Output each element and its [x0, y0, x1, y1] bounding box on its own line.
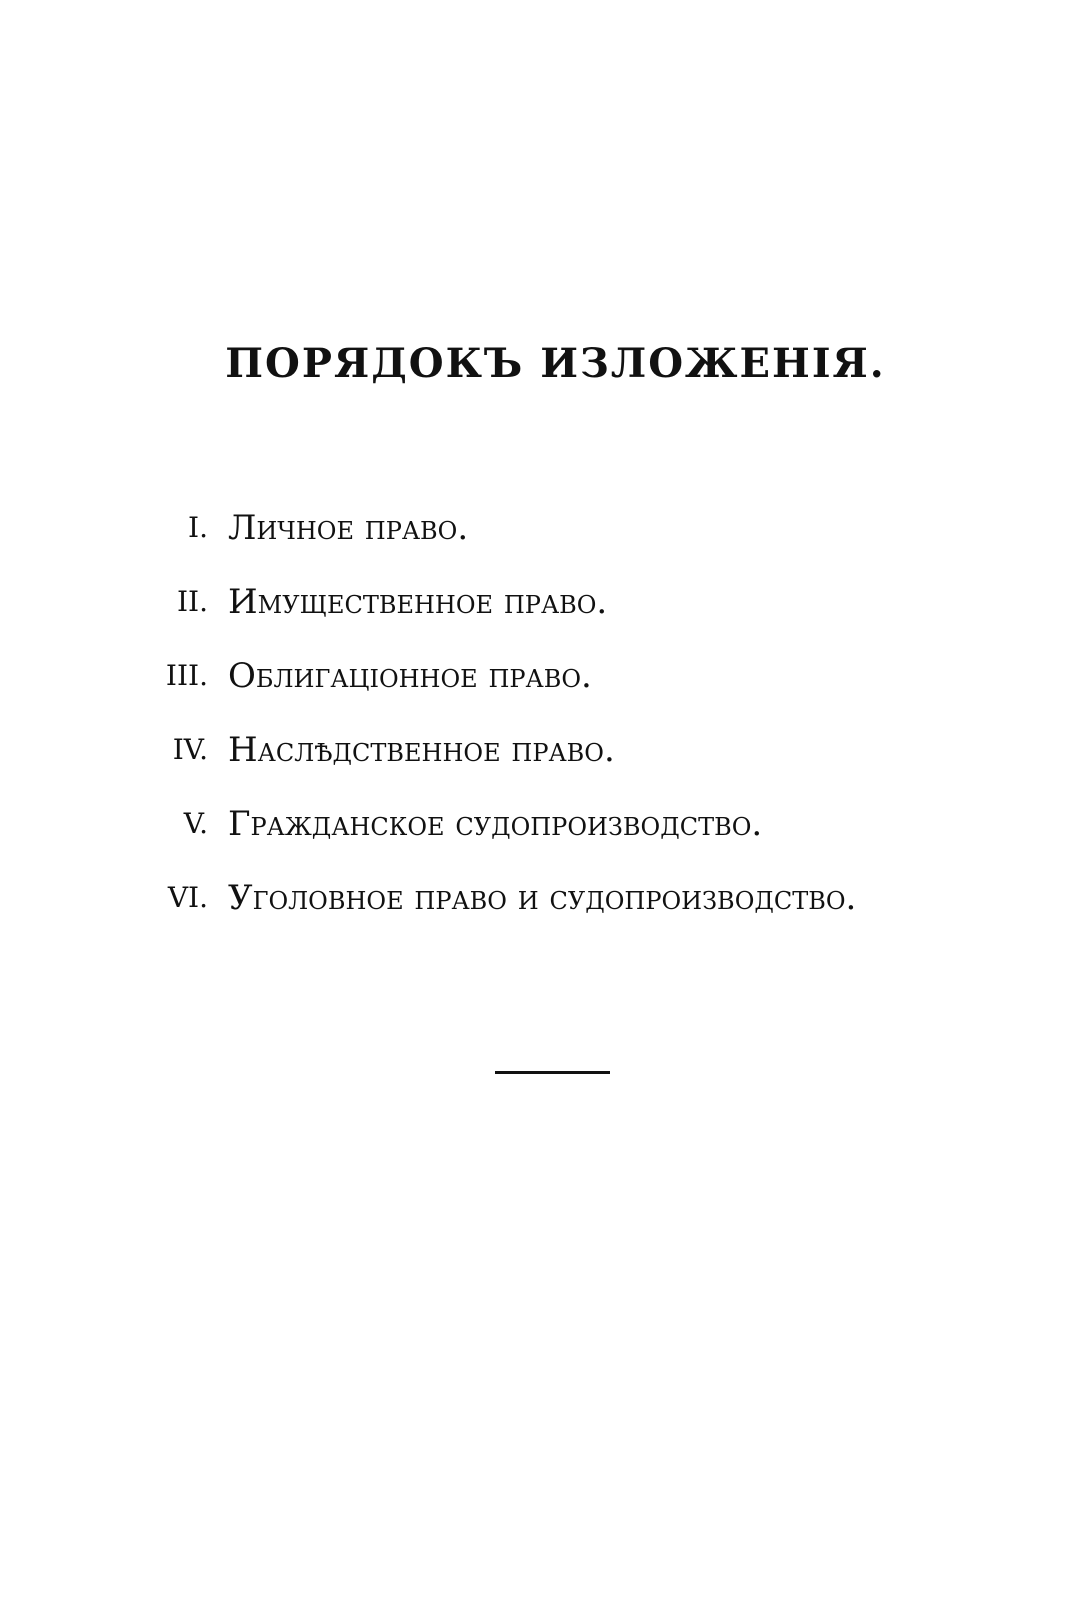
toc-number: VI.	[167, 881, 208, 914]
toc-text: Имущественное право.	[228, 582, 608, 622]
toc-entry-2	[0, 580, 1081, 654]
toc-entry-1	[0, 506, 1081, 580]
toc-text: Облигаціонное право.	[228, 656, 592, 696]
toc-text: Гражданское судопроизводство.	[228, 804, 763, 844]
closing-rule	[495, 1071, 610, 1074]
toc-number: V.	[183, 807, 208, 840]
toc-number: I.	[188, 511, 208, 544]
toc-entry-5	[0, 802, 1081, 876]
toc-entry-4	[0, 728, 1081, 802]
toc-number: IV.	[172, 733, 208, 766]
toc-entry-3	[0, 654, 1081, 728]
toc-text: Уголовное право и судопроизводство.	[228, 878, 857, 918]
toc-number: II.	[176, 585, 208, 618]
page-title: ПОРЯДОКЪ ИЗЛОЖЕНІЯ.	[225, 340, 886, 387]
table-of-contents	[0, 506, 1081, 950]
toc-text: Личное право.	[228, 508, 469, 548]
toc-text: Наслѣдственное право.	[228, 730, 615, 770]
toc-number: III.	[165, 659, 208, 692]
toc-entry-6	[0, 876, 1081, 950]
